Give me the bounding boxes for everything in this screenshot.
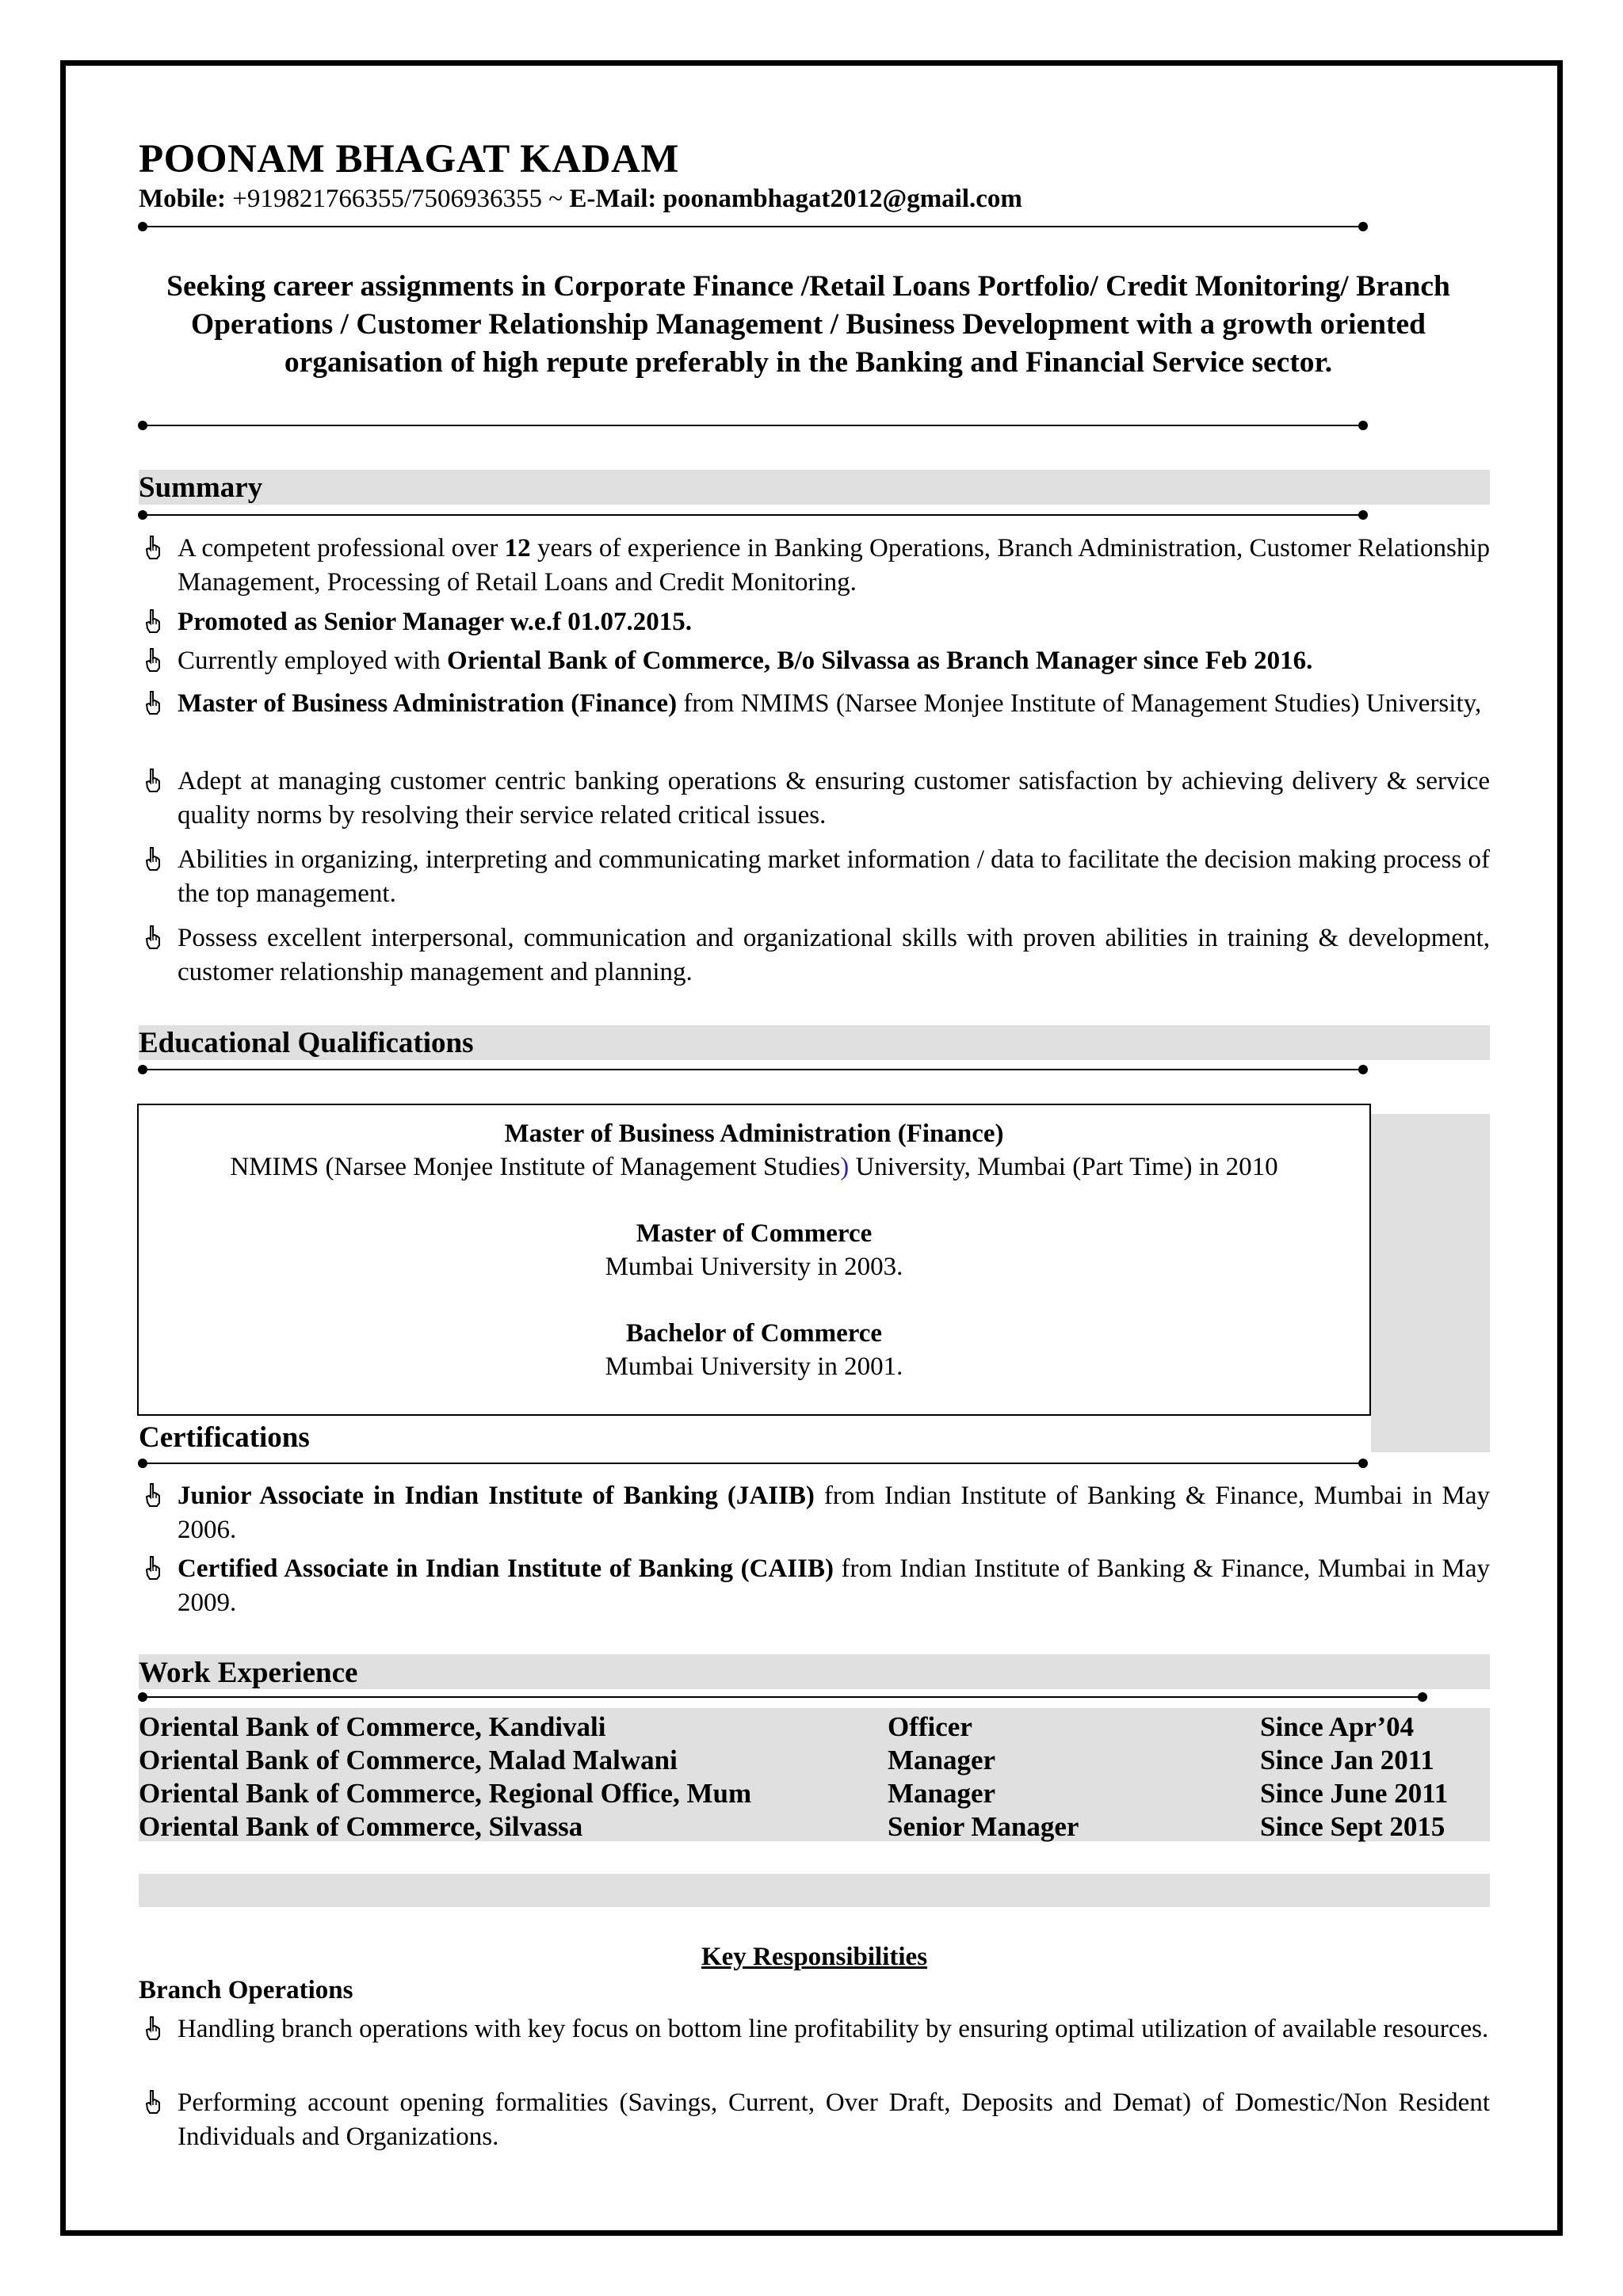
table-row — [139, 1745, 1490, 1778]
pointing-hand-icon — [144, 608, 162, 634]
pointing-hand-icon — [144, 2016, 162, 2041]
work-since: Since June 2011 — [1260, 1778, 1449, 1809]
certification-item: Junior Associate in Indian Institute of Banking (JAIIB) from Indian Institute of Banking & Finance, Mumbai in May 2006. — [144, 1479, 1490, 1547]
table-row — [139, 1711, 1490, 1745]
table-row — [139, 1778, 1490, 1811]
branch-operations-subtitle: Branch Operations — [139, 1976, 353, 2004]
contact-line — [139, 185, 1022, 214]
certification-item: Certified Associate in Indian Institute of Banking (CAIIB) from Indian Institute of Banking & Finance, Mumbai in May 2009. — [144, 1552, 1490, 1620]
work-role: Officer — [888, 1711, 972, 1742]
pointing-hand-icon — [144, 690, 162, 715]
education-detail: Mumbai University in 2001. — [605, 1352, 903, 1381]
pointing-hand-icon — [144, 925, 162, 950]
mobile-label: Mobile: — [139, 185, 226, 213]
summary-item: Abilities in organizing, interpreting and communicating market information / data to facilitate the decision making process of the top management. — [144, 843, 1490, 911]
summary-item: Possess excellent interpersonal, communication and organizational skills with proven abilities in training & development, customer relationship management and planning. — [144, 921, 1490, 990]
table-row — [139, 1811, 1490, 1844]
work-org: Oriental Bank of Commerce, Regional Office, Mum — [139, 1778, 752, 1809]
responsibility-item: Performing account opening formalities (Savings, Current, Over Draft, Deposits and Demat) of Domestic/Non Resident Individuals and Organizations. — [144, 2086, 1490, 2154]
summary-item: Adept at managing customer centric banking operations & ensuring customer satisfaction by achieving delivery & service quality norms by resolving their service related critical issues. — [144, 765, 1490, 833]
contact-separator: ~ — [548, 185, 563, 213]
pointing-hand-icon — [144, 1482, 162, 1508]
mobile-value: +919821766355/7506936355 — [232, 185, 543, 213]
summary-divider — [143, 514, 1363, 516]
career-objective: Seeking career assignments in Corporate Finance /Retail Loans Portfolio/ Credit Monitoring/ Branch Operations / Customer Relationship Management / Business Development with a growth oriented organisation of high repute preferably in the Banking and Financial Service sector. — [166, 270, 1450, 379]
education-degree: Master of Business Administration (Finance) — [504, 1119, 1004, 1148]
work-title: Work Experience — [139, 1657, 358, 1689]
pointing-hand-icon — [144, 535, 162, 560]
work-divider — [143, 1696, 1423, 1698]
work-since: Since Jan 2011 — [1260, 1745, 1434, 1775]
summary-item: Promoted as Senior Manager w.e.f 01.07.2015. — [144, 605, 1490, 639]
education-detail: NMIMS (Narsee Monjee Institute of Management Studies) University, Mumbai (Part Time) in 2010 — [230, 1153, 1278, 1181]
work-role: Manager — [888, 1745, 996, 1775]
certifications-title: Certifications — [139, 1421, 310, 1454]
header-divider — [143, 226, 1363, 227]
education-box — [137, 1104, 1371, 1416]
work-role: Manager — [888, 1778, 996, 1809]
work-since: Since Sept 2015 — [1260, 1811, 1445, 1842]
work-org: Oriental Bank of Commerce, Kandivali — [139, 1711, 606, 1742]
work-org: Oriental Bank of Commerce, Silvassa — [139, 1811, 583, 1842]
email-value[interactable]: poonambhagat2012@gmail.com — [663, 185, 1022, 213]
education-degree: Bachelor of Commerce — [625, 1319, 883, 1348]
certifications-divider — [143, 1463, 1363, 1464]
work-role: Senior Manager — [888, 1811, 1079, 1842]
summary-title: Summary — [139, 471, 263, 504]
pointing-hand-icon — [144, 2089, 162, 2115]
summary-item: A competent professional over 12 years of experience in Banking Operations, Branch Administration, Customer Relationship Management, Processing of Retail Loans and Credit Monitoring. — [144, 532, 1490, 600]
pointing-hand-icon — [144, 768, 162, 793]
summary-item: Master of Business Administration (Finance) from NMIMS (Narsee Monjee Institute of Management Studies) University, — [144, 687, 1490, 721]
email-label: E-Mail: — [569, 185, 657, 213]
education-side-shade — [1371, 1114, 1490, 1452]
work-since: Since Apr’04 — [1260, 1711, 1415, 1742]
education-title: Educational Qualifications — [139, 1027, 474, 1059]
education-degree: Master of Commerce — [636, 1219, 873, 1248]
responsibility-item: Handling branch operations with key focus on bottom line profitability by ensuring optimal utilization of available resources. — [144, 2012, 1490, 2046]
objective-divider — [143, 425, 1363, 426]
education-detail: Mumbai University in 2003. — [605, 1253, 903, 1281]
pointing-hand-icon — [144, 846, 162, 871]
work-spacer-bar — [139, 1874, 1490, 1907]
candidate-name: POONAM BHAGAT KADAM — [139, 137, 679, 181]
summary-section-bar — [139, 470, 1490, 505]
work-org: Oriental Bank of Commerce, Malad Malwani — [139, 1745, 678, 1775]
pointing-hand-icon — [144, 1555, 162, 1581]
summary-item: Currently employed with Oriental Bank of Commerce, B/o Silvassa as Branch Manager since Feb 2016. — [144, 644, 1490, 678]
education-divider — [143, 1069, 1363, 1070]
pointing-hand-icon — [144, 647, 162, 673]
key-responsibilities-title: Key Responsibilities — [701, 1943, 928, 1971]
